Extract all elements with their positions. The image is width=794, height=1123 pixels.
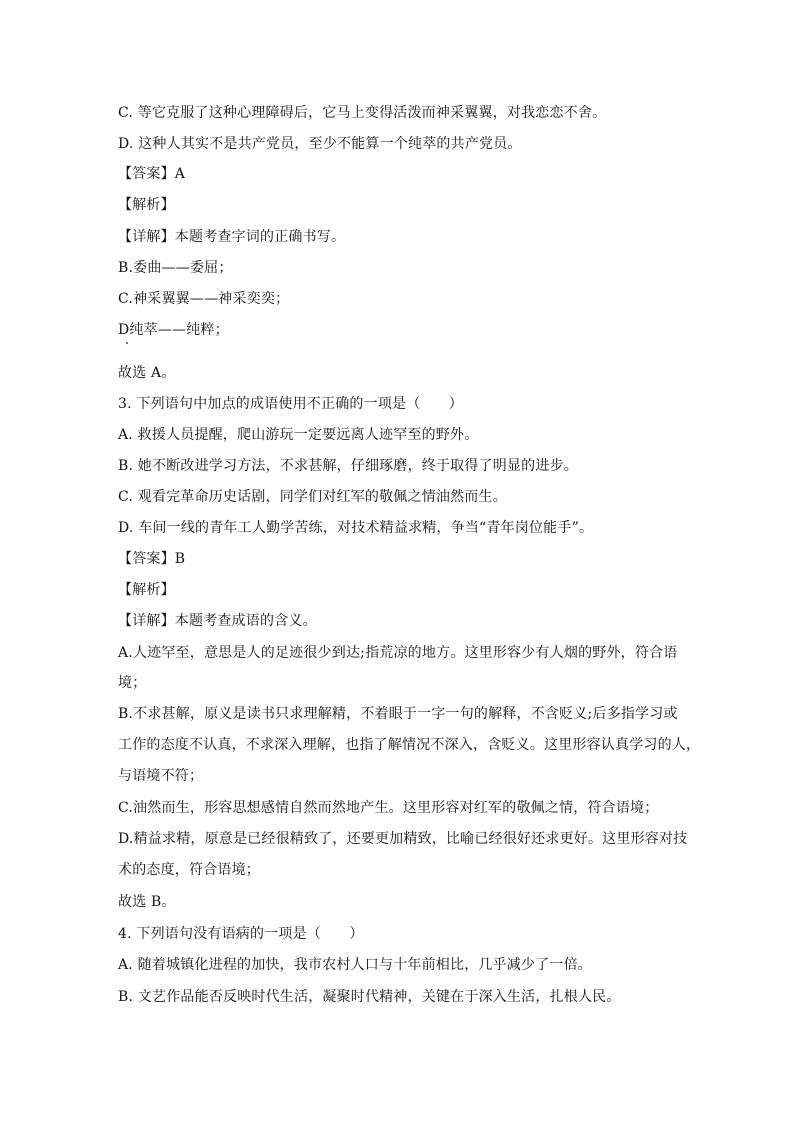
explanation-b-line-2: 工作的态度不认真，不求深入理解，也指了解情况不深入，含贬义。这里形容认真学习的人， bbox=[118, 737, 701, 753]
question-3-analysis-heading: 【解析】 bbox=[118, 582, 175, 598]
correction-c-line: C.神采翼翼——神采奕奕； bbox=[118, 291, 290, 307]
question-4-line: 4. 下列语句没有语病的一项是（ ） bbox=[118, 926, 364, 942]
option-c-line: C. 等它克服了这种心理障碍后，它马上变得活泼而神采翼翼，对我恋恋不舍。 bbox=[118, 105, 607, 121]
detail-line: 【详解】本题考查字词的正确书写。 bbox=[118, 229, 346, 245]
question-3-line: 3. 下列语句中加点的成语使用不正确的一项是（ ） bbox=[118, 396, 464, 412]
question-3-detail: 【详解】本题考查成语的含义。 bbox=[118, 613, 317, 629]
explanation-c-line: C.油然而生，形容思想感情自然而然地产生。这里形容对红军的敬佩之情，符合语境； bbox=[118, 800, 659, 816]
question-3-option-a: A. 救援人员提醒，爬山游玩一定要远离人迹罕至的野外。 bbox=[118, 427, 479, 443]
question-4-option-b: B. 文艺作品能否反映时代生活，凝聚时代精神，关键在于深入生活，扎根人民。 bbox=[118, 989, 621, 1005]
correction-b-line: B.委曲——委屈； bbox=[118, 260, 233, 276]
explanation-b-line-1: B.不求甚解，原义是读书只求理解精，不着眼于一字一句的解释，不含贬义;后多指学习或 bbox=[118, 706, 678, 722]
option-d-line: D. 这种人其实不是共产党员，至少不能算一个纯萃的共产党员。 bbox=[118, 136, 522, 152]
choice-line: 故选 A。 bbox=[118, 365, 176, 381]
analysis-heading: 【解析】 bbox=[118, 197, 175, 213]
question-3-option-b: B. 她不断改进学习方法，不求甚解，仔细琢磨，终于取得了明显的进步。 bbox=[118, 458, 578, 474]
question-3-option-c: C. 观看完革命历史话剧，同学们对红军的敬佩之情油然而生。 bbox=[118, 489, 507, 505]
explanation-b-line-3: 与语境不符； bbox=[118, 768, 204, 784]
question-3-answer: 【答案】B bbox=[118, 551, 186, 567]
explanation-d-line-1: D.精益求精，原意是已经很精致了，还要更加精致，比喻已经很好还求更好。这里形容对技 bbox=[118, 831, 688, 847]
answer-line: 【答案】A bbox=[118, 166, 186, 182]
explanation-a-line-2: 境； bbox=[118, 675, 147, 691]
choice-b-line: 故选 B。 bbox=[118, 894, 176, 910]
explanation-a-line-1: A.人迹罕至，意思是人的足迹很少到达;指荒凉的地方。这里形容少有人烟的野外，符合语 bbox=[118, 645, 678, 661]
explanation-d-line-2: 术的态度，符合语境； bbox=[118, 862, 260, 878]
stray-dot bbox=[126, 342, 128, 344]
correction-d-line: D纯萃——纯粹； bbox=[118, 322, 229, 338]
question-4-option-a: A. 随着城镇化进程的加快，我市农村人口与十年前相比，几乎减少了一倍。 bbox=[118, 957, 593, 973]
question-3-option-d: D. 车间一线的青年工人勤学苦练，对技术精益求精，争当“青年岗位能手”。 bbox=[118, 520, 594, 536]
